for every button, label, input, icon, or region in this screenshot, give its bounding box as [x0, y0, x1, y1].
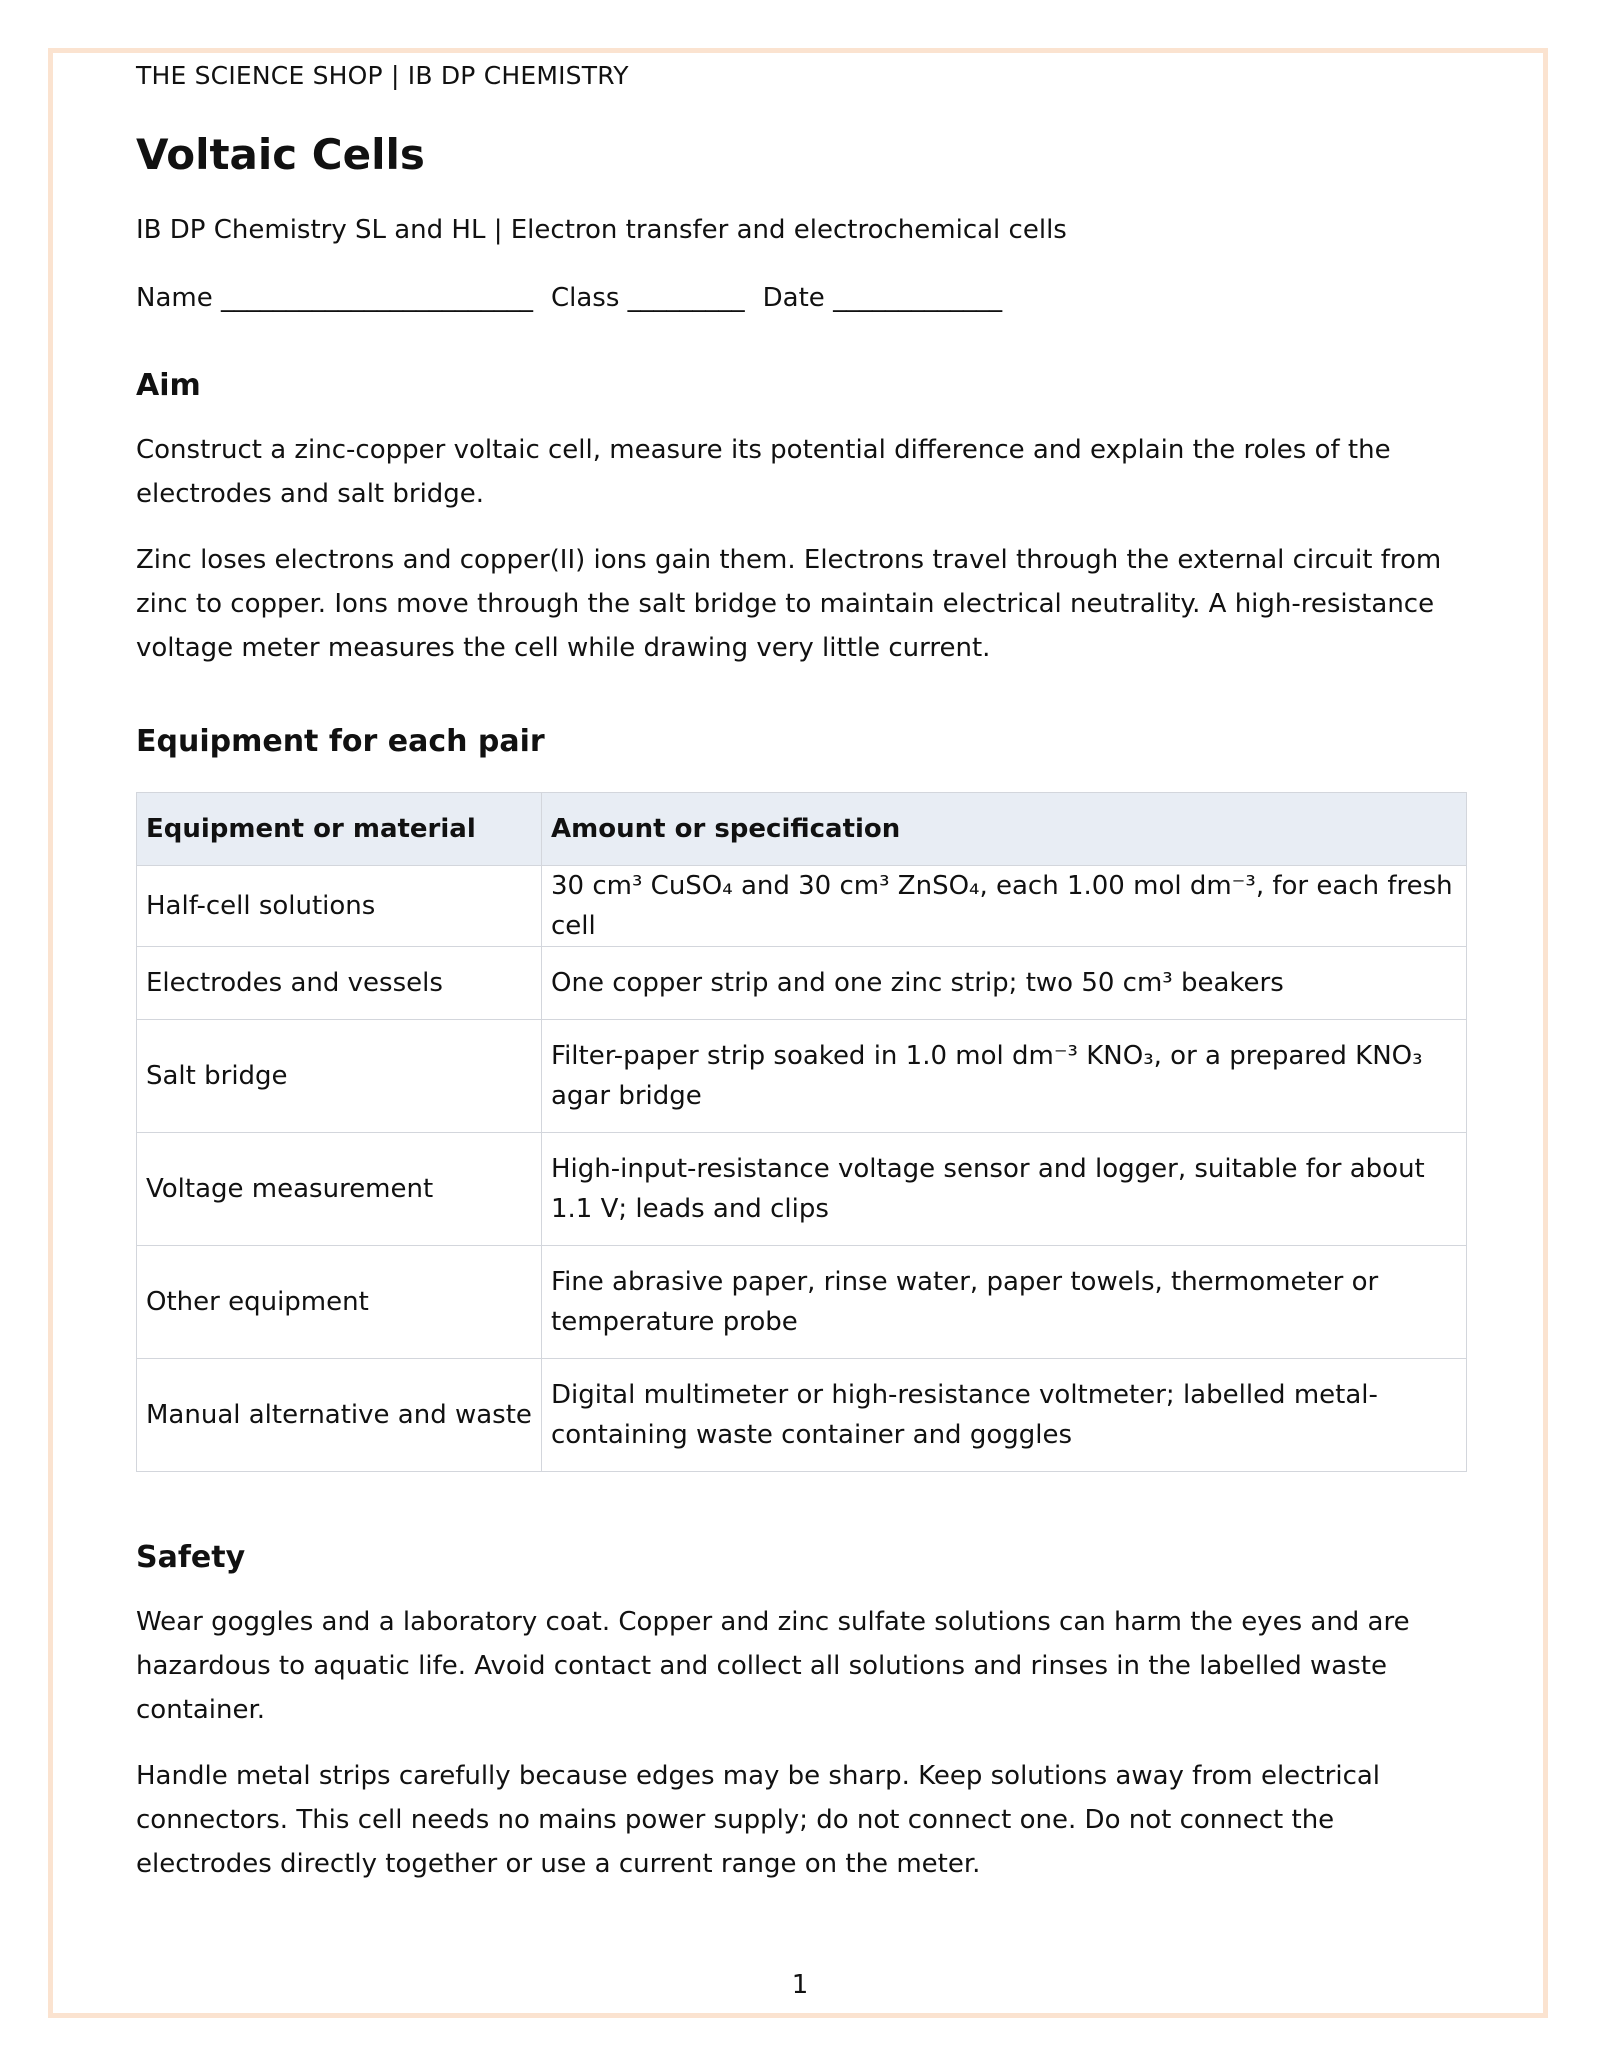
table-row	[137, 947, 1467, 1020]
safety-heading: Safety	[136, 1540, 246, 1575]
equipment-heading: Equipment for each pair	[136, 724, 545, 759]
table-cell: Fine abrasive paper, rinse water, paper towels, thermometer or temperature probe	[542, 1246, 1467, 1359]
safety-paragraph-2: Handle metal strips carefully because edges may be sharp. Keep solutions away from electrical connectors. This cell needs no mains power supply; do not connect one. Do not connect the electrodes directly together or use a current range on the meter.	[136, 1761, 1381, 1879]
column-header: Equipment or material	[137, 793, 542, 866]
table-cell: Half-cell solutions	[137, 866, 542, 947]
name-field[interactable]: Name ________________________	[136, 283, 533, 313]
table-row	[137, 1246, 1467, 1359]
aim-paragraph-1: Construct a zinc-copper voltaic cell, measure its potential difference and explain the roles of the electrodes and salt bridge.	[136, 435, 1391, 509]
page-subtitle: IB DP Chemistry SL and HL | Electron transfer and electrochemical cells	[136, 215, 1067, 245]
table-cell: Manual alternative and waste	[137, 1359, 542, 1472]
equipment-table	[136, 792, 1467, 1472]
table-cell: Salt bridge	[137, 1020, 542, 1133]
table-cell: One copper strip and one zinc strip; two 50 cm³ beakers	[542, 947, 1467, 1020]
table-cell: Digital multimeter or high-resistance voltmeter; labelled metal-containing waste container and goggles	[542, 1359, 1467, 1472]
table-cell: Voltage measurement	[137, 1133, 542, 1246]
column-header: Amount or specification	[542, 793, 1467, 866]
student-fields	[136, 280, 1466, 316]
class-field[interactable]: Class _________	[550, 283, 745, 313]
aim-heading: Aim	[136, 368, 201, 403]
table-header-row	[137, 793, 1467, 866]
document-body	[136, 56, 1466, 1886]
table-row	[137, 1359, 1467, 1472]
aim-paragraph-2: Zinc loses electrons and copper(II) ions gain them. Electrons travel through the external circuit from zinc to copper. Ions move through the salt bridge to maintain electrical neutrality. A high-resistance voltage meter measures the cell while drawing very little current.	[136, 545, 1442, 663]
page-header: THE SCIENCE SHOP | IB DP CHEMISTRY	[136, 61, 629, 90]
table-cell: High-input-resistance voltage sensor and logger, suitable for about 1.1 V; leads and clips	[542, 1133, 1467, 1246]
table-cell: Filter-paper strip soaked in 1.0 mol dm⁻³ KNO₃, or a prepared KNO₃ agar bridge	[542, 1020, 1467, 1133]
page-number: 1	[791, 1970, 809, 2000]
page-title: Voltaic Cells	[136, 130, 425, 179]
table-cell: Other equipment	[137, 1246, 542, 1359]
table-row	[137, 866, 1467, 947]
safety-paragraph-1: Wear goggles and a laboratory coat. Copper and zinc sulfate solutions can harm the eyes and are hazardous to aquatic life. Avoid contact and collect all solutions and rinses in the labelled waste container.	[136, 1607, 1410, 1725]
table-cell: 30 cm³ CuSO₄ and 30 cm³ ZnSO₄, each 1.00 mol dm⁻³, for each fresh cell	[542, 866, 1467, 947]
table-cell: Electrodes and vessels	[137, 947, 542, 1020]
table-row	[137, 1020, 1467, 1133]
table-row	[137, 1133, 1467, 1246]
date-field[interactable]: Date _____________	[762, 283, 1003, 313]
